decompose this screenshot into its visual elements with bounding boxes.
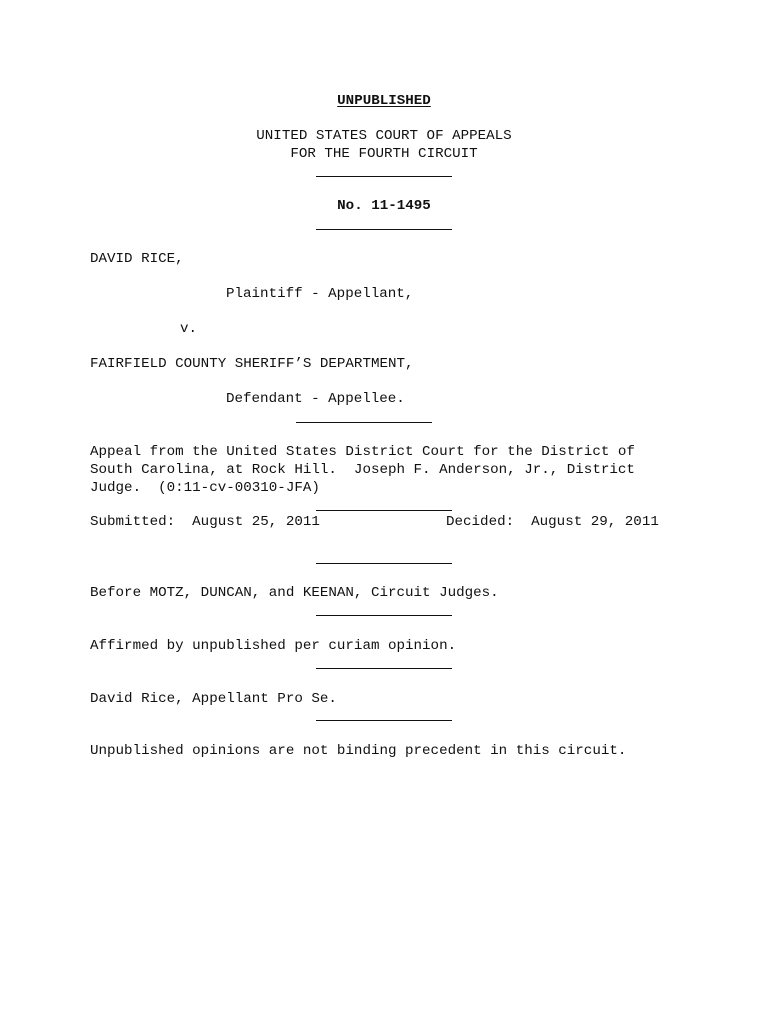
rule-below-panel [316,615,452,616]
versus: v. [180,321,198,337]
panel-judges: Before MOTZ, DUNCAN, and KEENAN, Circuit Judges. [90,585,499,601]
rule-below-dates [316,563,452,564]
appeal-line-2: South Carolina, at Rock Hill. Joseph F. Anderson, Jr., District [90,462,635,478]
plaintiff-role: Plaintiff - Appellant, [226,286,414,302]
court-name-line2: FOR THE FOURTH CIRCUIT [290,146,478,162]
unpublished-heading: UNPUBLISHED [337,93,431,109]
rule-above-case-number [316,176,452,177]
court-name-line1: UNITED STATES COURT OF APPEALS [256,128,512,144]
appeal-line-3: Judge. (0:11-cv-00310-JFA) [90,480,320,496]
disposition: Affirmed by unpublished per curiam opinion. [90,638,457,654]
submitted-date: Submitted: August 25, 2011 [90,514,320,530]
case-number: No. 11-1495 [337,198,431,214]
defendant-name: FAIRFIELD COUNTY SHERIFF’S DEPARTMENT, [90,356,414,372]
rule-below-parties [296,422,432,423]
rule-below-disposition [316,668,452,669]
defendant-role: Defendant - Appellee. [226,391,405,407]
rule-below-case-number [316,229,452,230]
appeal-line-1: Appeal from the United States District Court for the District of [90,444,635,460]
precedent-notice: Unpublished opinions are not binding precedent in this circuit. [90,743,627,759]
decided-date: Decided: August 29, 2011 [446,514,659,530]
rule-below-counsel [316,720,452,721]
rule-above-dates [316,510,452,511]
plaintiff-name: DAVID RICE, [90,251,184,267]
counsel: David Rice, Appellant Pro Se. [90,691,337,707]
